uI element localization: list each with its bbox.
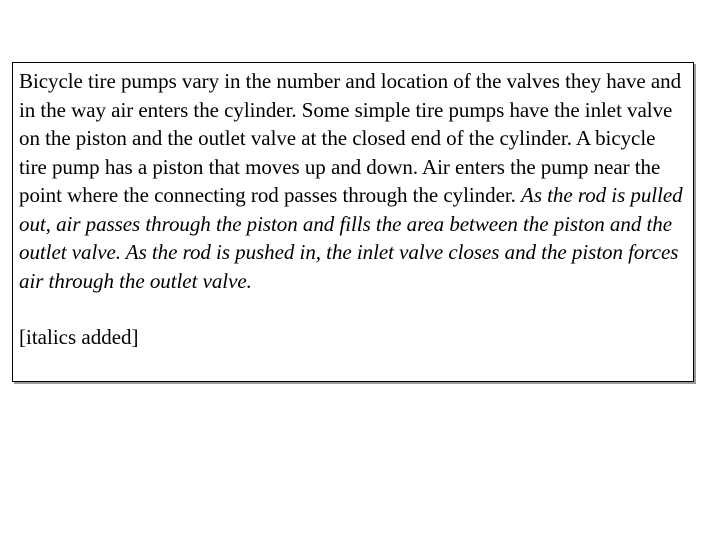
- passage-plain-text: Bicycle tire pumps vary in the number and location of the valves they have and in the way air enters the cylinder. Some simple tire pumps have the inlet valve on the piston and the outlet valve at the closed end of the cylinder. A bicycle tire pump has a piston that moves up and down. Air enters the pump near the point where the connecting rod passes through the cylinder.: [19, 69, 682, 207]
- passage-italic-text: As the rod is pulled out, air passes through the piston and fills the area between the piston and the outlet valve. As the rod is pushed in, the inlet valve closes and the piston forces air through the outlet valve.: [19, 183, 683, 293]
- passage-paragraph: [19, 67, 687, 295]
- italics-note: [italics added]: [19, 325, 139, 349]
- passage-box: [12, 62, 694, 382]
